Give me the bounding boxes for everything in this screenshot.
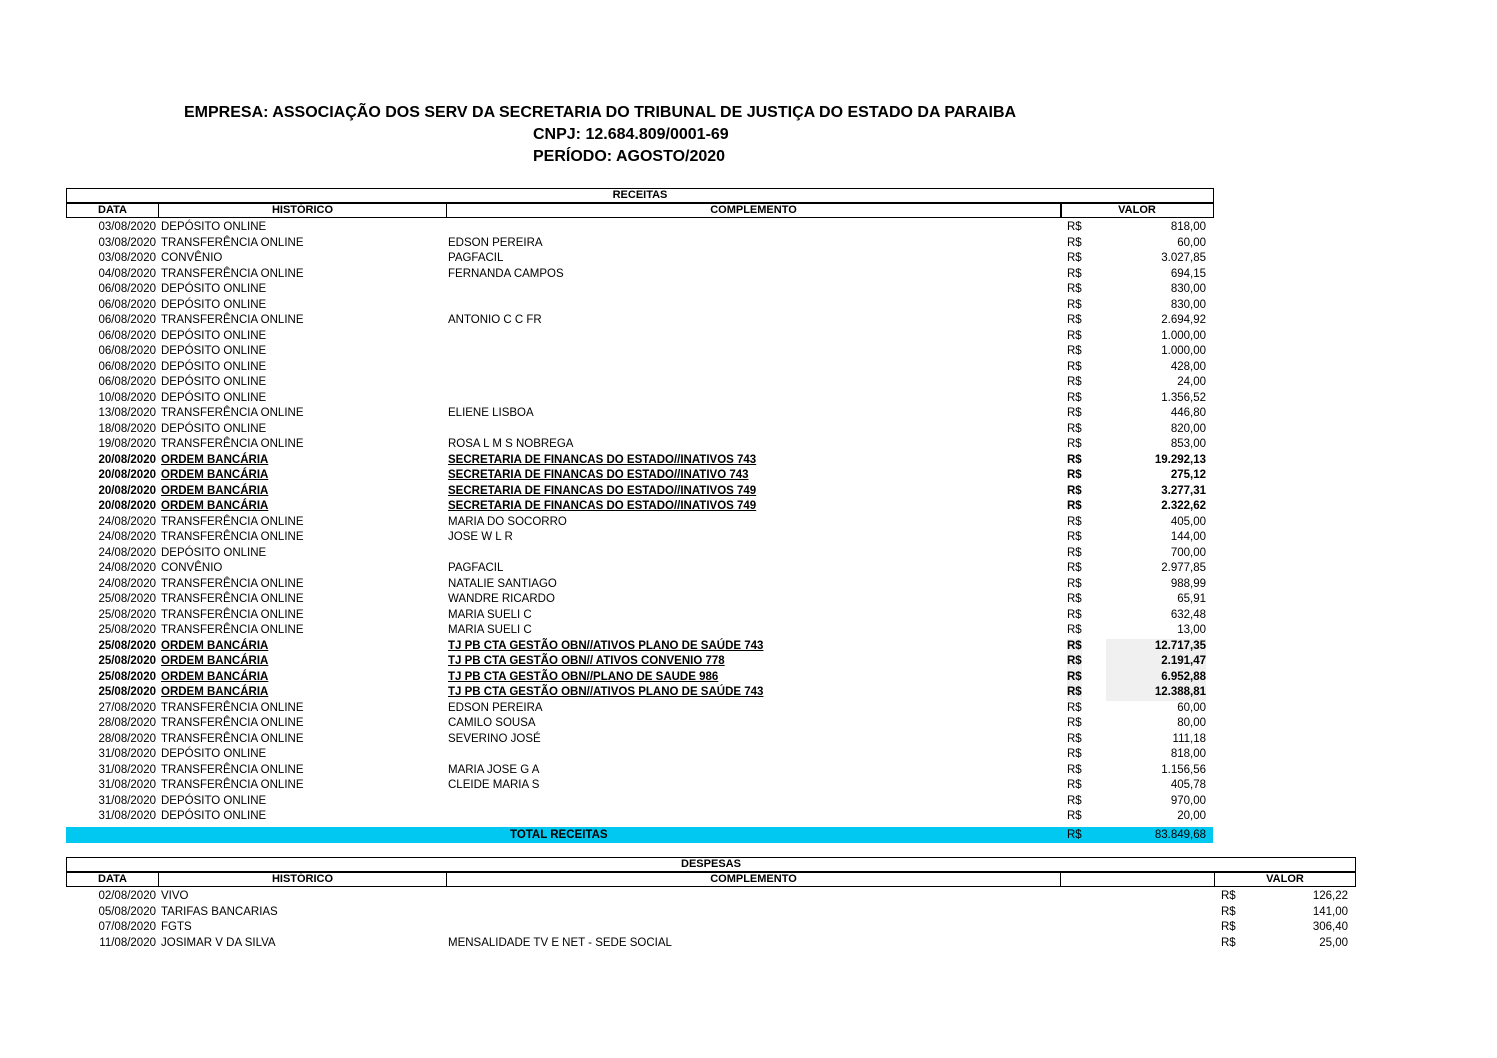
row-historico: TRANSFERÊNCIA ONLINE <box>161 577 304 590</box>
despesas-title: DESPESAS <box>66 857 1356 872</box>
row-date: 06/08/2020 <box>98 314 156 326</box>
col-historico: HISTÓRICO <box>158 872 447 887</box>
row-date: 05/08/2020 <box>98 905 156 918</box>
row-value: 428,00 <box>1170 360 1206 373</box>
row-currency: R$ <box>1067 794 1082 807</box>
row-date: 28/08/2020 <box>98 732 156 745</box>
total-label: TOTAL RECEITAS <box>510 829 608 841</box>
row-currency: R$ <box>1221 936 1236 949</box>
row-complemento: ROSA L M S NOBREGA <box>448 438 574 450</box>
row-currency: R$ <box>1067 810 1082 822</box>
row-value: 2.191,47 <box>1106 654 1206 670</box>
row-historico: TRANSFERÊNCIA ONLINE <box>161 763 304 776</box>
row-date: 06/08/2020 <box>98 376 156 388</box>
row-currency: R$ <box>1067 267 1082 280</box>
row-historico: DEPÓSITO ONLINE <box>161 391 267 404</box>
row-value: 306,40 <box>1312 921 1348 933</box>
row-value: 275,12 <box>1170 469 1206 481</box>
row-value: 2.694,92 <box>1161 314 1206 326</box>
row-complemento: PAGFACIL <box>448 562 504 574</box>
row-historico: DEPÓSITO ONLINE <box>161 360 267 373</box>
cnpj: CNPJ: 12.684.809/0001-69 <box>533 126 729 143</box>
total-receitas <box>66 827 1213 843</box>
row-value: 970,00 <box>1170 794 1206 807</box>
row-complemento: JOSE W L R <box>448 531 513 543</box>
row-historico: TRANSFERÊNCIA ONLINE <box>161 732 304 745</box>
row-complemento: ELIENE LISBOA <box>448 407 534 419</box>
row-complemento: SECRETARIA DE FINANCAS DO ESTADO//INATIVOS 749 <box>448 500 757 512</box>
row-date: 03/08/2020 <box>98 236 156 249</box>
row-value: 60,00 <box>1177 236 1206 249</box>
row-historico: ORDEM BANCÁRIA <box>161 453 269 466</box>
row-historico: VIVO <box>161 890 189 902</box>
row-value: 405,78 <box>1170 779 1206 791</box>
row-value: 700,00 <box>1170 546 1206 559</box>
row-historico: FGTS <box>161 921 192 933</box>
row-date: 31/08/2020 <box>98 763 156 776</box>
row-date: 25/08/2020 <box>98 655 156 667</box>
company-title: EMPRESA: ASSOCIAÇÃO DOS SERV DA SECRETARIA DO TRIBUNAL DE JUSTIÇA DO ESTADO DA PARAIBA <box>184 104 1017 121</box>
row-value: 80,00 <box>1177 717 1206 729</box>
row-value: 632,48 <box>1170 608 1206 621</box>
col-data: DATA <box>66 872 159 887</box>
row-complemento: CAMILO SOUSA <box>448 717 536 729</box>
row-historico: ORDEM BANCÁRIA <box>161 639 269 652</box>
row-historico: TRANSFERÊNCIA ONLINE <box>161 717 304 729</box>
row-currency: R$ <box>1067 639 1082 655</box>
row-value: 111,18 <box>1172 732 1206 745</box>
row-currency: R$ <box>1067 515 1082 528</box>
row-date: 31/08/2020 <box>98 779 156 791</box>
row-date: 19/08/2020 <box>98 438 156 450</box>
row-complemento: MENSALIDADE TV E NET - SEDE SOCIAL <box>448 936 672 949</box>
row-date: 31/08/2020 <box>98 748 156 760</box>
row-currency: R$ <box>1221 921 1236 933</box>
row-date: 25/08/2020 <box>98 639 156 652</box>
row-historico: ORDEM BANCÁRIA <box>161 686 269 698</box>
row-historico: TRANSFERÊNCIA ONLINE <box>161 314 304 326</box>
row-currency: R$ <box>1067 329 1082 342</box>
row-historico: TRANSFERÊNCIA ONLINE <box>161 531 304 543</box>
row-value: 2.977,85 <box>1161 562 1206 574</box>
row-complemento: MARIA DO SOCORRO <box>448 515 567 528</box>
row-date: 18/08/2020 <box>98 422 156 435</box>
row-currency: R$ <box>1067 391 1082 404</box>
row-date: 04/08/2020 <box>98 267 156 280</box>
row-currency: R$ <box>1067 221 1082 233</box>
row-value: 405,00 <box>1170 515 1206 528</box>
row-complemento: SECRETARIA DE FINANCAS DO ESTADO//INATIVO 743 <box>448 469 749 481</box>
col-valor: VALOR <box>1060 203 1214 218</box>
col-complemento: COMPLEMENTO <box>446 203 1061 218</box>
row-historico: CONVÊNIO <box>161 562 223 574</box>
row-complemento: EDSON PEREIRA <box>448 236 543 249</box>
row-date: 20/08/2020 <box>98 453 156 466</box>
row-historico: TRANSFERÊNCIA ONLINE <box>161 624 304 636</box>
row-value: 3.027,85 <box>1161 252 1206 264</box>
row-historico: DEPÓSITO ONLINE <box>161 298 267 311</box>
row-historico: ORDEM BANCÁRIA <box>161 484 269 497</box>
col-data: DATA <box>66 203 159 218</box>
row-date: 11/08/2020 <box>99 936 156 949</box>
receitas-title: RECEITAS <box>66 188 1214 203</box>
row-historico: TARIFAS BANCARIAS <box>161 905 278 918</box>
row-historico: DEPÓSITO ONLINE <box>161 329 267 342</box>
row-date: 25/08/2020 <box>98 624 156 636</box>
row-historico: DEPÓSITO ONLINE <box>161 794 267 807</box>
row-currency: R$ <box>1067 624 1082 636</box>
row-currency: R$ <box>1067 670 1082 686</box>
row-value: 12.717,35 <box>1106 639 1206 655</box>
row-value: 818,00 <box>1170 748 1206 760</box>
row-value: 818,00 <box>1170 221 1206 233</box>
row-currency: R$ <box>1067 748 1082 760</box>
row-complemento: TJ PB CTA GESTÃO OBN//ATIVOS PLANO DE SAÚDE 743 <box>448 639 764 652</box>
row-currency: R$ <box>1067 593 1082 605</box>
row-value: 1.000,00 <box>1161 345 1206 357</box>
row-value: 820,00 <box>1170 422 1206 435</box>
row-date: 28/08/2020 <box>98 717 156 729</box>
row-value: 24,00 <box>1177 376 1206 388</box>
row-date: 07/08/2020 <box>98 921 156 933</box>
row-value: 1.356,52 <box>1161 391 1206 404</box>
row-complemento: NATALIE SANTIAGO <box>448 577 557 590</box>
row-date: 31/08/2020 <box>98 794 156 807</box>
row-date: 25/08/2020 <box>98 670 156 683</box>
row-date: 03/08/2020 <box>98 252 156 264</box>
row-historico: ORDEM BANCÁRIA <box>161 500 269 512</box>
row-currency: R$ <box>1067 407 1082 419</box>
row-currency: R$ <box>1067 608 1082 621</box>
row-complemento: SEVERINO JOSÉ <box>448 732 541 745</box>
row-value: 126,22 <box>1312 890 1348 902</box>
row-date: 13/08/2020 <box>98 407 156 419</box>
row-value: 853,00 <box>1170 438 1206 450</box>
row-value: 6.952,88 <box>1106 670 1206 686</box>
row-currency: R$ <box>1067 562 1082 574</box>
row-date: 02/08/2020 <box>98 890 156 902</box>
row-currency: R$ <box>1067 283 1082 295</box>
row-value: 446,80 <box>1170 407 1206 419</box>
row-value: 60,00 <box>1177 701 1206 714</box>
row-date: 25/08/2020 <box>98 593 156 605</box>
row-complemento: TJ PB CTA GESTÃO OBN// ATIVOS CONVENIO 778 <box>448 655 725 667</box>
row-date: 24/08/2020 <box>98 562 156 574</box>
row-value: 20,00 <box>1177 810 1206 822</box>
row-currency: R$ <box>1067 376 1082 388</box>
row-currency: R$ <box>1067 453 1082 466</box>
row-historico: JOSIMAR V DA SILVA <box>161 936 276 949</box>
row-date: 24/08/2020 <box>98 515 156 528</box>
row-date: 20/08/2020 <box>98 469 156 481</box>
row-date: 06/08/2020 <box>98 329 156 342</box>
row-date: 25/08/2020 <box>98 686 156 698</box>
row-date: 25/08/2020 <box>98 608 156 621</box>
col-historico: HISTÓRICO <box>158 203 447 218</box>
row-currency: R$ <box>1067 438 1082 450</box>
row-currency: R$ <box>1067 345 1082 357</box>
row-historico: DEPÓSITO ONLINE <box>161 345 267 357</box>
row-historico: TRANSFERÊNCIA ONLINE <box>161 701 304 714</box>
row-value: 141,00 <box>1312 905 1348 918</box>
row-currency: R$ <box>1067 298 1082 311</box>
row-currency: R$ <box>1067 577 1082 590</box>
row-historico: CONVÊNIO <box>161 252 223 264</box>
row-currency: R$ <box>1067 531 1082 543</box>
row-currency: R$ <box>1067 546 1082 559</box>
row-value: 1.156,56 <box>1161 763 1206 776</box>
total-value: 83.849,68 <box>1154 829 1206 841</box>
row-value: 988,99 <box>1170 577 1206 590</box>
row-currency: R$ <box>1067 484 1082 497</box>
row-currency: R$ <box>1067 422 1082 435</box>
row-complemento: MARIA JOSE G A <box>448 763 540 776</box>
row-historico: ORDEM BANCÁRIA <box>161 670 269 683</box>
row-complemento: PAGFACIL <box>448 252 504 264</box>
period: PERÍODO: AGOSTO/2020 <box>533 148 726 165</box>
row-date: 24/08/2020 <box>98 531 156 543</box>
row-historico: DEPÓSITO ONLINE <box>161 221 267 233</box>
row-currency: R$ <box>1067 314 1082 326</box>
row-date: 03/08/2020 <box>98 221 156 233</box>
row-value: 3.277,31 <box>1161 484 1206 497</box>
row-currency: R$ <box>1067 779 1082 791</box>
row-value: 1.000,00 <box>1161 329 1206 342</box>
row-date: 06/08/2020 <box>98 298 156 311</box>
row-currency: R$ <box>1067 701 1082 714</box>
row-value: 694,15 <box>1170 267 1206 280</box>
row-complemento: SECRETARIA DE FINANCAS DO ESTADO//INATIVOS 743 <box>448 453 757 466</box>
row-value: 12.388,81 <box>1106 685 1206 701</box>
row-date: 24/08/2020 <box>98 577 156 590</box>
row-currency: R$ <box>1067 763 1082 776</box>
row-date: 06/08/2020 <box>98 283 156 295</box>
row-historico: TRANSFERÊNCIA ONLINE <box>161 438 304 450</box>
total-currency: R$ <box>1067 829 1082 841</box>
row-historico: TRANSFERÊNCIA ONLINE <box>161 779 304 791</box>
row-date: 10/08/2020 <box>98 391 156 404</box>
row-date: 20/08/2020 <box>98 500 156 512</box>
row-historico: DEPÓSITO ONLINE <box>161 810 267 822</box>
row-historico: ORDEM BANCÁRIA <box>161 655 269 667</box>
row-historico: ORDEM BANCÁRIA <box>161 469 269 481</box>
row-complemento: ANTONIO C C FR <box>448 314 542 326</box>
row-historico: TRANSFERÊNCIA ONLINE <box>161 267 304 280</box>
row-historico: DEPÓSITO ONLINE <box>161 376 267 388</box>
row-date: 24/08/2020 <box>98 546 156 559</box>
row-currency: R$ <box>1067 732 1082 745</box>
row-currency: R$ <box>1221 905 1236 918</box>
row-historico: DEPÓSITO ONLINE <box>161 422 267 435</box>
row-value: 830,00 <box>1170 298 1206 311</box>
row-date: 06/08/2020 <box>98 360 156 373</box>
row-value: 25,00 <box>1319 936 1348 949</box>
row-currency: R$ <box>1067 469 1082 481</box>
row-currency: R$ <box>1067 360 1082 373</box>
row-date: 06/08/2020 <box>98 345 156 357</box>
row-historico: TRANSFERÊNCIA ONLINE <box>161 407 304 419</box>
row-historico: TRANSFERÊNCIA ONLINE <box>161 608 304 621</box>
row-currency: R$ <box>1221 890 1236 902</box>
row-value: 2.322,62 <box>1161 500 1206 512</box>
row-complemento: SECRETARIA DE FINANCAS DO ESTADO//INATIVOS 749 <box>448 484 757 497</box>
col-blank <box>1060 872 1215 887</box>
row-complemento: EDSON PEREIRA <box>448 701 543 714</box>
col-valor: VALOR <box>1214 872 1356 887</box>
row-historico: TRANSFERÊNCIA ONLINE <box>161 236 304 249</box>
row-complemento: WANDRE RICARDO <box>448 593 555 605</box>
col-complemento: COMPLEMENTO <box>446 872 1061 887</box>
row-value: 19.292,13 <box>1154 453 1206 466</box>
row-currency: R$ <box>1067 236 1082 249</box>
row-complemento: TJ PB CTA GESTÃO OBN//ATIVOS PLANO DE SAÚDE 743 <box>448 686 764 698</box>
row-currency: R$ <box>1067 252 1082 264</box>
row-date: 20/08/2020 <box>98 484 156 497</box>
row-historico: DEPÓSITO ONLINE <box>161 283 267 295</box>
row-historico: DEPÓSITO ONLINE <box>161 748 267 760</box>
row-currency: R$ <box>1067 500 1082 512</box>
row-currency: R$ <box>1067 654 1082 670</box>
row-historico: DEPÓSITO ONLINE <box>161 546 267 559</box>
row-value: 13,00 <box>1177 624 1206 636</box>
row-complemento: TJ PB CTA GESTÃO OBN//PLANO DE SAUDE 986 <box>448 670 719 683</box>
row-complemento: CLEIDE MARIA S <box>448 779 540 791</box>
row-historico: TRANSFERÊNCIA ONLINE <box>161 515 304 528</box>
row-value: 144,00 <box>1170 531 1206 543</box>
row-value: 65,91 <box>1177 593 1206 605</box>
row-currency: R$ <box>1067 717 1082 729</box>
row-complemento: MARIA SUELI C <box>448 624 532 636</box>
row-date: 27/08/2020 <box>98 701 156 714</box>
row-date: 31/08/2020 <box>98 810 156 822</box>
row-currency: R$ <box>1067 685 1082 701</box>
row-historico: TRANSFERÊNCIA ONLINE <box>161 593 304 605</box>
row-value: 830,00 <box>1170 283 1206 295</box>
row-complemento: FERNANDA CAMPOS <box>448 267 564 280</box>
row-complemento: MARIA SUELI C <box>448 608 532 621</box>
